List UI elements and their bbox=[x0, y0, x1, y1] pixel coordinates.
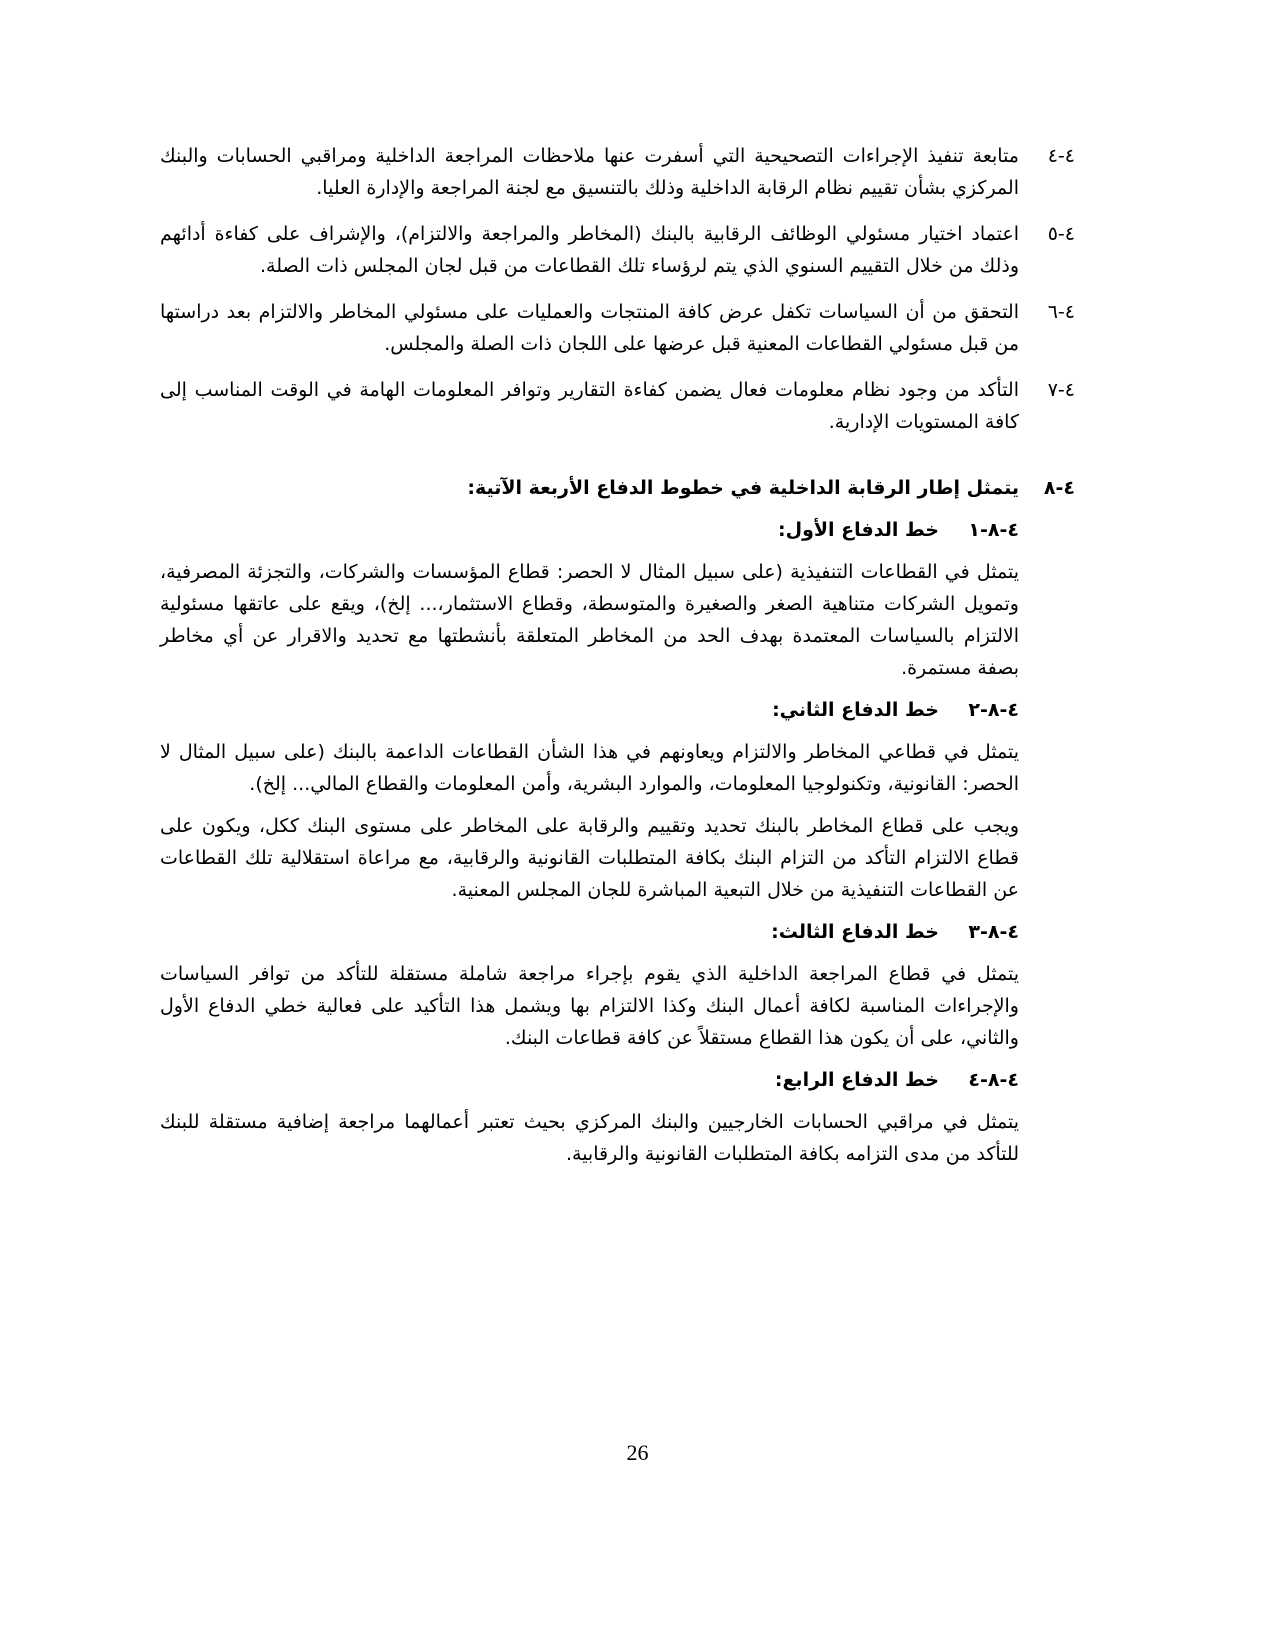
subsection-first-line bbox=[160, 514, 1019, 684]
subsection-second-line bbox=[160, 694, 1019, 906]
subsection-number: ٤-٨-٢ bbox=[968, 699, 1019, 721]
page-content bbox=[160, 140, 1075, 1180]
paragraph: يتمثل في قطاعي المخاطر والالتزام ويعاونهم في هذا الشأن القطاعات الداعمة بالبنك (على سبيل المثال لا الحصر: القانونية، وتكنولوجيا المعلومات، والموارد البشرية، وأمن المعلومات والقطاع المالي... إلخ). bbox=[160, 741, 1019, 795]
section-heading bbox=[160, 472, 1075, 504]
heading-text: يتمثل إطار الرقابة الداخلية في خطوط الدفاع الأربعة الآتية: bbox=[467, 477, 1019, 499]
subsection-fourth-line bbox=[160, 1064, 1019, 1170]
subsection-heading bbox=[160, 916, 1019, 948]
subsection-heading bbox=[160, 1064, 1019, 1096]
subsection-number: ٤-٨-٤ bbox=[968, 1069, 1019, 1091]
subsection-heading bbox=[160, 514, 1019, 546]
list-item bbox=[160, 296, 1075, 360]
list-item bbox=[160, 140, 1075, 204]
paragraph: يتمثل في قطاع المراجعة الداخلية الذي يقوم بإجراء مراجعة شاملة مستقلة للتأكد من توافر السياسات والإجراءات المناسبة لكافة أعمال البنك وكذا الالتزام بها ويشمل هذا التأكيد على فعالية خطي الدفاع الأول والثاني، على أن يكون هذا القطاع مستقلاً عن كافة قطاعات البنك. bbox=[160, 963, 1019, 1049]
list-item bbox=[160, 374, 1075, 438]
page-number: 26 bbox=[626, 1440, 649, 1465]
paragraph: يتمثل في مراقبي الحسابات الخارجيين والبنك المركزي بحيث تعتبر أعمالهما مراجعة إضافية مستقلة للبنك للتأكد من مدى التزامه بكافة المتطلبات القانونية والرقابية. bbox=[160, 1111, 1019, 1165]
subsection-number: ٤-٨-١ bbox=[968, 519, 1019, 541]
subsection-title: خط الدفاع الأول: bbox=[778, 519, 939, 541]
item-number: ٤-٦ bbox=[1047, 301, 1075, 323]
item-text: متابعة تنفيذ الإجراءات التصحيحية التي أسفرت عنها ملاحظات المراجعة الداخلية ومراقبي الحسابات والبنك المركزي بشأن تقييم نظام الرقابة الداخلية وذلك بالتنسيق مع لجنة المراجعة والإدارة العليا. bbox=[160, 145, 1019, 199]
heading-number: ٤-٨ bbox=[1043, 477, 1075, 499]
subsection-heading bbox=[160, 694, 1019, 726]
item-text: التحقق من أن السياسات تكفل عرض كافة المنتجات والعمليات على مسئولي المخاطر والالتزام بعد دراستها من قبل مسئولي القطاعات المعنية قبل عرضها على اللجان ذات الصلة والمجلس. bbox=[160, 301, 1019, 355]
paragraph: يتمثل في القطاعات التنفيذية (على سبيل المثال لا الحصر: قطاع المؤسسات والشركات، والتجزئة المصرفية، وتمويل الشركات متناهية الصغر والصغيرة والمتوسطة، وقطاع الاستثمار،... إلخ)، ويقع على عاتقها مسئولية الالتزام بالسياسات المعتمدة بهدف الحد من المخاطر المتعلقة بأنشطتها مع تحديد والاقرار عن أي مخاطر بصفة مستمرة. bbox=[160, 561, 1019, 679]
item-number: ٤-٤ bbox=[1047, 145, 1075, 167]
item-text: اعتماد اختيار مسئولي الوظائف الرقابية بالبنك (المخاطر والمراجعة والالتزام)، والإشراف على كفاءة أدائهم وذلك من خلال التقييم السنوي الذي يتم لرؤساء تلك القطاعات من قبل لجان المجلس ذات الصلة. bbox=[160, 223, 1019, 277]
subsection-title: خط الدفاع الرابع: bbox=[774, 1069, 939, 1091]
subsection-number: ٤-٨-٣ bbox=[968, 921, 1019, 943]
item-text: التأكد من وجود نظام معلومات فعال يضمن كفاءة التقارير وتوافر المعلومات الهامة في الوقت المناسب إلى كافة المستويات الإدارية. bbox=[160, 379, 1019, 433]
subsection-title: خط الدفاع الثالث: bbox=[771, 921, 939, 943]
subsection-title: خط الدفاع الثاني: bbox=[772, 699, 939, 721]
subsection-third-line bbox=[160, 916, 1019, 1054]
list-item bbox=[160, 218, 1075, 282]
paragraph: ويجب على قطاع المخاطر بالبنك تحديد وتقييم والرقابة على المخاطر على مستوى البنك ككل، ويكون على قطاع الالتزام التأكد من التزام البنك بكافة المتطلبات القانونية والرقابية، مع مراعاة استقلالية تلك القطاعات عن القطاعات التنفيذية من خلال التبعية المباشرة للجان المجلس المعنية. bbox=[160, 815, 1019, 901]
item-number: ٤-٧ bbox=[1047, 379, 1075, 401]
item-number: ٤-٥ bbox=[1047, 223, 1075, 245]
